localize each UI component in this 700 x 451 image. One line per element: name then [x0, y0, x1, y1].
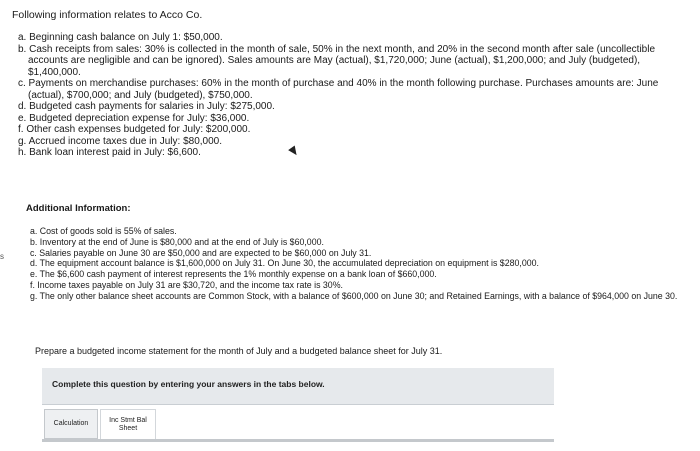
instruction-text: Complete this question by entering your answers in the tabs below.: [52, 379, 325, 389]
edge-mark: s: [0, 252, 4, 261]
list-item: b. Inventory at the end of June is $80,000 and at the end of July is $60,000.: [30, 236, 324, 247]
list-item: g. The only other balance sheet accounts are Common Stock, with a balance of $600,000 on June 30; and Retained Earnings, with a balance of $964,000 on June 30.: [30, 290, 678, 301]
question-prompt: Prepare a budgeted income statement for the month of July and a budgeted balance sheet for July 31.: [35, 346, 443, 356]
additional-information-list: [30, 226, 694, 302]
instruction-box: [42, 368, 554, 405]
list-item: a. Beginning cash balance on July 1: $50,000.: [18, 32, 223, 43]
intro-text: Following information relates to Acco Co.: [12, 9, 203, 21]
list-item: f. Other cash expenses budgeted for July: $200,000.: [18, 124, 251, 135]
list-item: e. The $6,600 cash payment of interest represents the 1% monthly expense on a bank loan of $660,000.: [30, 269, 437, 280]
tab-inc-stmt-bal-sheet[interactable]: Inc Stmt Bal Sheet: [100, 409, 156, 439]
list-item: a. Cost of goods sold is 55% of sales.: [30, 226, 177, 236]
tab-calculation[interactable]: Calculation: [44, 409, 98, 439]
tab-underline: [42, 439, 554, 442]
list-item: d. Budgeted cash payments for salaries in July: $275,000.: [18, 101, 275, 112]
list-item: b. Cash receipts from sales: 30% is collected in the month of sale, 50% in the next month, and 20% in the second month after sale (uncollectible accounts are negligible and can be ignored). Sales amounts are May (actual), $1,720,000; June (actual), $1,200,000; and July (budgeted), $1,400,000.: [18, 43, 656, 78]
list-item: c. Salaries payable on June 30 are $50,000 and are expected to be $60,000 on July 31.: [30, 247, 372, 258]
given-information-list: [18, 32, 694, 159]
list-item: e. Budgeted depreciation expense for July: $36,000.: [18, 112, 250, 124]
additional-info-title: Additional Information:: [26, 203, 131, 214]
list-item: f. Income taxes payable on July 31 are $30,720, and the income tax rate is 30%.: [30, 279, 343, 290]
list-item: d. The equipment account balance is $1,600,000 on July 31. On June 30, the accumulated depreciation on equipment is $280,000.: [30, 258, 539, 269]
list-item: c. Payments on merchandise purchases: 60% in the month of purchase and 40% in the month following purchase. Purchases amounts are: June (actual), $700,000; and July (budgeted), $750,000.: [18, 78, 659, 101]
list-item: g. Accrued income taxes due in July: $80,000.: [18, 135, 223, 147]
list-item: h. Bank loan interest paid in July: $6,600.: [18, 147, 201, 158]
tab-bar: [42, 405, 554, 441]
